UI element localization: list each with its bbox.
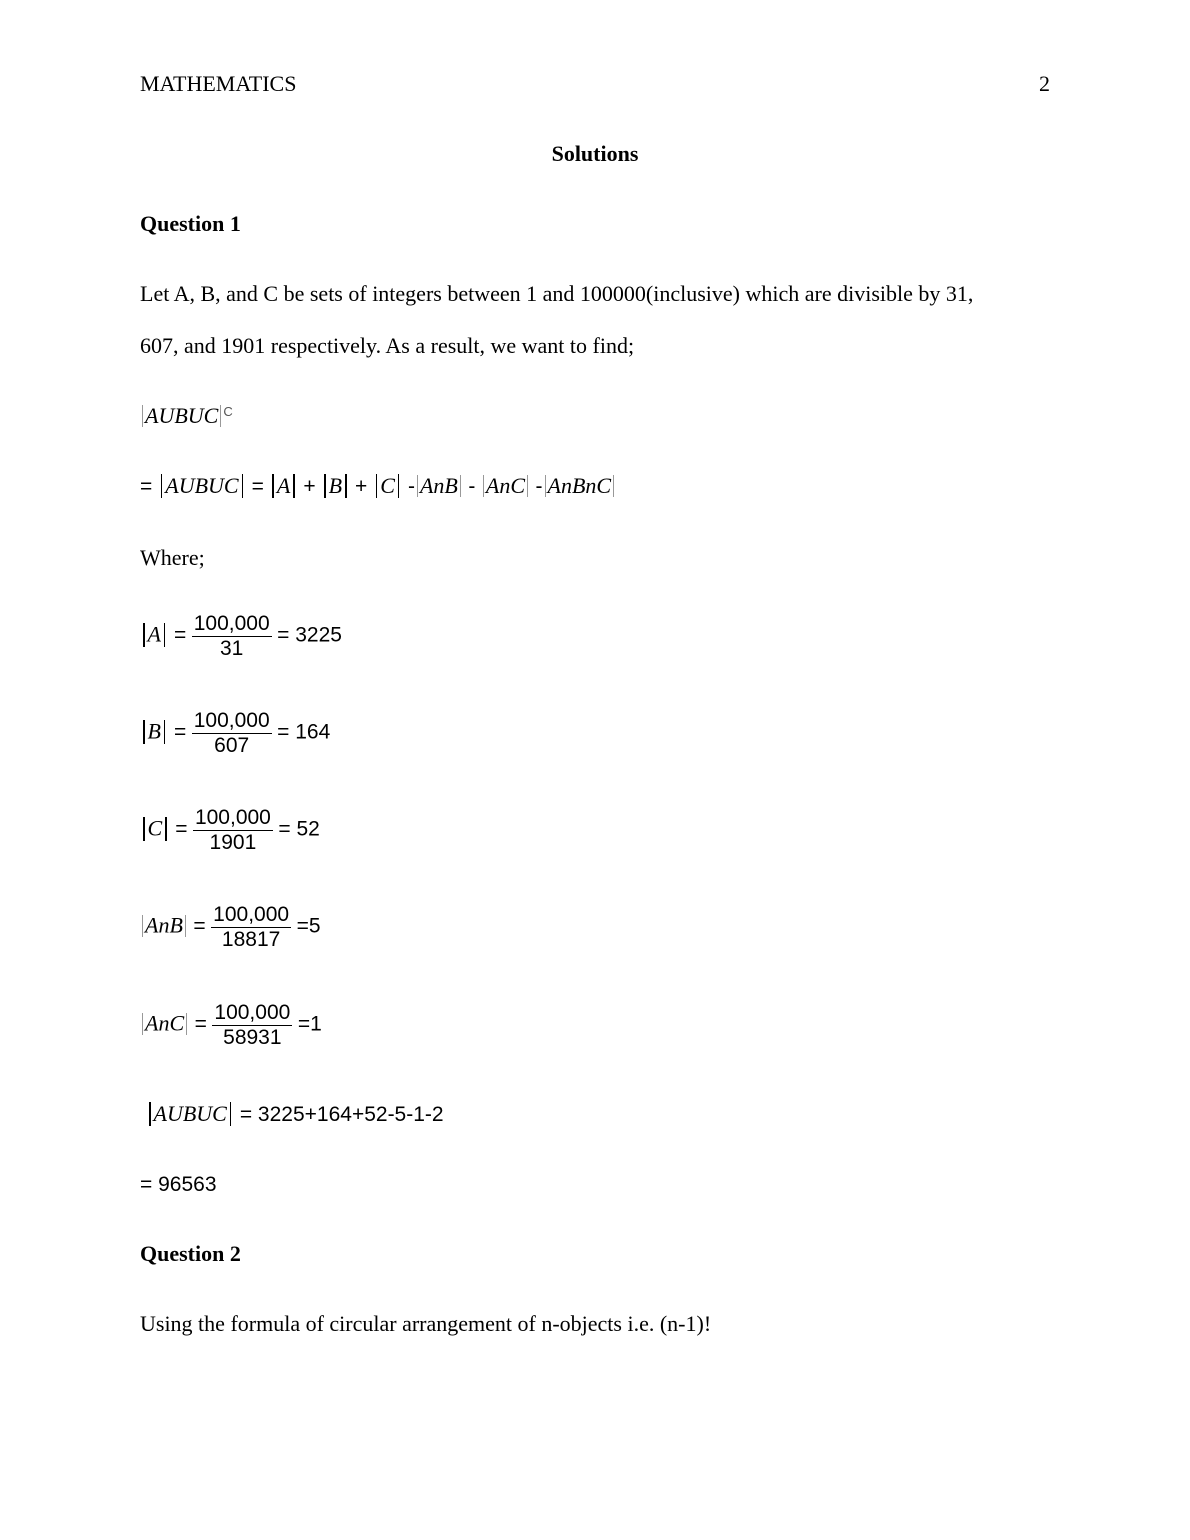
abs-bar [143, 720, 145, 744]
plus-sign: + [303, 475, 316, 498]
abs-bar [164, 623, 166, 647]
equation-row [140, 806, 320, 855]
row-set: C [147, 815, 163, 841]
inclusion-exclusion-formula [140, 473, 616, 500]
paren-bar [142, 1013, 143, 1035]
term-a: A [276, 473, 291, 498]
paren-bar [545, 475, 546, 497]
union-term: AUBUC [165, 473, 239, 498]
abs-bar [161, 474, 163, 498]
running-head: MATHEMATICS [140, 71, 297, 96]
page-title: Solutions [551, 141, 639, 166]
sum-set: AUBUC [153, 1101, 227, 1126]
term-anb: AnB [419, 473, 458, 498]
row-set: AnB [145, 912, 183, 938]
paren-bar [613, 475, 614, 497]
minus-sign: - [535, 475, 543, 498]
equation-row [140, 903, 321, 952]
paren-bar [460, 475, 461, 497]
row-eq: = [173, 623, 187, 647]
minus-sign: - [468, 475, 476, 498]
paren-bar [527, 475, 528, 497]
fraction [212, 1001, 292, 1050]
eq-mid: = [251, 475, 264, 498]
abs-bar [345, 474, 347, 498]
row-result: = 3225 [277, 623, 342, 647]
paren-bar [186, 1013, 187, 1035]
fraction [211, 903, 291, 952]
denominator: 58931 [223, 1026, 282, 1049]
denominator: 607 [214, 734, 250, 757]
eq-prefix: = [140, 475, 153, 498]
row-eq: = [194, 1012, 207, 1036]
row-eq: = [173, 720, 187, 744]
equation-row [140, 709, 330, 758]
question-1-intro-line-1: Let A, B, and C be sets of integers between 1 and 100000(inclusive) which are divisible by 31, [140, 281, 974, 306]
numerator: 100,000 [213, 903, 290, 926]
denominator: 31 [220, 637, 244, 660]
question-1-heading: Question 1 [140, 211, 241, 236]
paren-bar [483, 475, 484, 497]
complement-expression [140, 403, 233, 429]
row-result: = 52 [278, 817, 320, 841]
question-2-intro: Using the formula of circular arrangement of n-objects i.e. (n-1)! [140, 1311, 712, 1336]
numerator: 100,000 [214, 1001, 291, 1024]
paren-bar [185, 915, 186, 937]
row-result: =5 [296, 914, 321, 938]
denominator: 18817 [221, 928, 281, 951]
term-b: B [328, 473, 343, 498]
row-result: = 164 [277, 720, 331, 744]
minus-sign: - [407, 475, 415, 498]
row-set: AnC [145, 1010, 185, 1036]
abs-bar [376, 474, 378, 498]
where-label: Where; [140, 545, 205, 570]
row-result: =1 [297, 1012, 322, 1036]
equation-row [140, 612, 342, 661]
fraction [192, 709, 272, 758]
abs-bar [143, 817, 145, 841]
plus-sign: + [355, 475, 368, 498]
abs-bar [165, 817, 167, 841]
row-eq: = [175, 817, 188, 841]
abs-bar [242, 474, 244, 498]
union-sum [146, 1101, 444, 1128]
complement-set: AUBUC [145, 403, 219, 428]
sum-expression: = 3225+164+52-5-1-2 [239, 1103, 444, 1126]
row-eq: = [193, 914, 206, 938]
row-set: B [147, 718, 161, 744]
abs-bar [324, 474, 326, 498]
question-1-intro-line-2: 607, and 1901 respectively. As a result, we want to find; [140, 333, 635, 358]
abs-bar [293, 474, 295, 498]
paren-right [220, 405, 221, 427]
numerator: 100,000 [193, 612, 270, 635]
complement-superscript: C [223, 404, 233, 419]
abs-bar [164, 720, 166, 744]
question-2-heading: Question 2 [140, 1241, 241, 1266]
abs-bar [230, 1102, 232, 1126]
term-c: C [380, 473, 395, 498]
abs-bar [272, 474, 274, 498]
final-result: = 96563 [140, 1173, 217, 1196]
abs-bar [143, 623, 145, 647]
paren-bar [417, 475, 418, 497]
numerator: 100,000 [194, 806, 271, 829]
paren-left [142, 405, 143, 427]
abs-bar [398, 474, 400, 498]
row-set: A [147, 621, 161, 647]
page-number: 2 [1039, 71, 1050, 96]
paren-bar [142, 915, 143, 937]
term-anc: AnC [485, 473, 525, 498]
numerator: 100,000 [193, 709, 270, 732]
term-anbnc: AnBnC [547, 473, 612, 498]
fraction [192, 612, 272, 661]
abs-bar [149, 1102, 151, 1126]
denominator: 1901 [209, 831, 257, 854]
equation-row [140, 1001, 322, 1050]
fraction [193, 806, 273, 855]
